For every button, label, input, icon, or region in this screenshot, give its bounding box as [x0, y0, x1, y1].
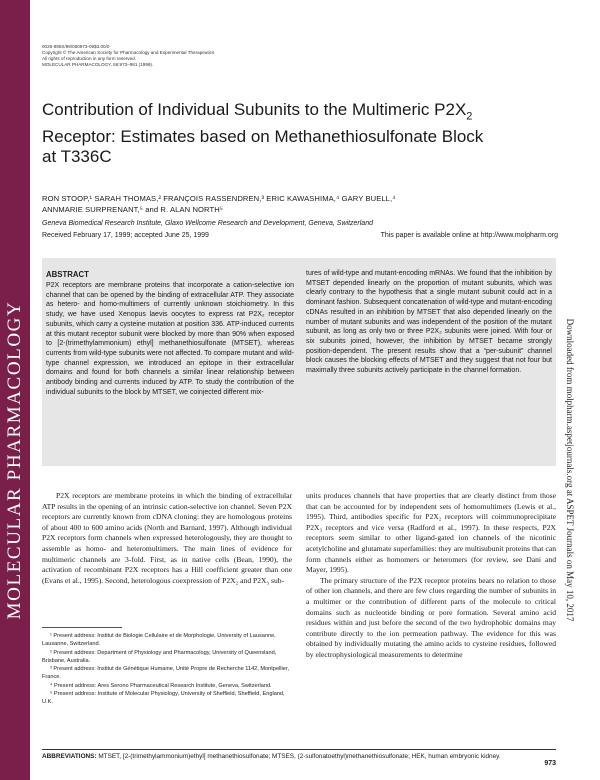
abstract-heading: ABSTRACT [46, 270, 89, 279]
abstract-left-column: P2X receptors are membrane proteins that incorporate a cation-selective ion channel that can be opened by the binding of extracellular ATP. They associate as hetero- and homo-multimers of currently unknown stoichiometry. In this study, we have used Xenopus laevis oocytes to express rat P2X₂ receptor subunits, which carry a cysteine mutation at position 336. ATP-induced currents at this mutant receptor subunit were blocked by more than 90% when exposed to [2-(trimethylammonium) ethyl] methanethiosulfonate (MTSET), whereas currents from wild-type subunits were not affected. To compare mutant and wild-type channel expression, we introduced an epitope in their extracellular domains and found for both channels a similar linear relationship between antibody binding and currents induced by ATP. To study the contribution of the individual subunits to the block by MTSET, we coinjected different mix- [46, 282, 294, 396]
authors-line2: ANNMARIE SURPRENANT,⁵ and R. ALAN NORTH⁵ [42, 204, 224, 214]
meta-citation: MOLECULAR PHARMACOLOGY, 56:973–981 (1999). [42, 62, 154, 67]
abbreviations-text: MTSET, [2-(trimethylammonium)ethyl] methanethiosulfonate; MTSES, (2-sulfonatoethyl)methanethiosulfonate; HEK, human embryonic kidney. [96, 753, 501, 760]
journal-sidebar [0, 0, 30, 780]
authors-line1: RON STOOP,¹ SARAH THOMAS,² FRANÇOIS RASSENDREN,³ ERIC KAWASHIMA,⁴ GARY BUELL,⁴ [42, 194, 396, 203]
body-paragraph: units produces channels that have properties that are clearly distinct from those that can be accounted for by independent sets of homomultimers (Lewis et al., 1995). Third, antibodies specific for P2X₂ receptors will coimmunoprecipitate P2X₃ receptors and vice versa (Radford et al., 1997). In these respects, P2X receptors seem similar to other ligand-gated ion channels of the nicotinic acetylcholine and glutamate superfamilies: they are multisubunit proteins that can form channels either as homomers or heteromers (for review, see Dani and Mayer, 1995). [306, 491, 556, 575]
title-part1: Contribution of Individual Subunits to the Multimeric P2X [42, 100, 467, 119]
title-part2: Receptor: Estimates based on Methanethiosulfonate Block [42, 126, 484, 146]
journal-name: MOLECULAR PHARMACOLOGY [4, 300, 25, 620]
footnote-4: ⁴ Present address: Ares Serono Pharmaceutical Research Institute, Geneva, Switzerland. [50, 682, 272, 689]
body-left-column: P2X receptors are membrane proteins in which the binding of extracellular ATP results in the opening of an intrinsic cation-selective ion channel. Seven P2X receptors are currently known from cDNA cloning: they are homologous proteins of about 400 to 600 amino acids (North and Barnard, 1997). Although individual P2X receptors form channels when expressed heterologously, they are thought to assemble as homo- and heteromultimers. The main lines of evidence for multimeric channels are 3-fold. First, as in native cells (Bean, 1990), the activation of recombinant P2X receptors has a Hill coefficient greater than one (Evans et al., 1995). Second, heterologous coexpression of P2X₂ and P2X₃ sub- [42, 491, 292, 585]
abbreviations-divider [42, 749, 556, 750]
footnote-3: ³ Present address: Institut de Génétique Humaine, Unité Propre de Recherche 1142, Montpellier, France. [42, 666, 290, 681]
meta-copyright: Copyright © The American Society for Pharmacology and Experimental Therapeutics [42, 50, 215, 55]
affiliation: Geneva Biomedical Research Institute, Glaxo Wellcome Research and Development, Geneva, Switzerland [42, 220, 373, 227]
footnote-divider [42, 627, 122, 628]
body-right-column [306, 491, 556, 661]
abbreviations-label: ABBREVIATIONS: [42, 753, 97, 760]
footnotes [42, 632, 292, 707]
article-title [42, 100, 512, 168]
footnote-1: ¹ Present address: Institut de Biologie Cellulaire et de Morphologie, University of Lausanne, Lausanne, Switzerland. [42, 633, 276, 648]
page-number: 973 [544, 760, 556, 767]
author-list [42, 194, 552, 215]
title-part3: at T336C [42, 147, 112, 167]
body-paragraph: The primary structure of the P2X receptor proteins bears no relation to those of other ion channels, and there are few clues regarding the number of subunits in a multimer or the contribution of different parts of the molecule to critical domains such as nucleotide binding or pore formation. Several amino acid residues within and just before the second of the two hydrophobic domains may contribute directly to the ion permeation pathway. The evidence for this was obtained by individually mutating the amino acids to cysteine residues, followed by electrophysiological measurements to determine [306, 575, 556, 659]
meta-issn: 0026-895X/99/050973-09$3.00/0 [42, 44, 110, 49]
meta-rights: All rights of reproduction in any form reserved. [42, 56, 136, 61]
abstract-right-column: tures of wild-type and mutant-encoding mRNAs. We found that the inhibition by MTSET depended linearly on the proportion of mutant subunits, which was clearly contrary to the hypothesis that a single mutant subunit could act in a dominant fashion. Subsequent concatenation of wild-type and mutant-encoding cDNAs resulted in an inhibition by MTSET that also depended linearly on the number of mutant subunits and was independent of the position of the mutant subunit, as long as only two or three P2X₂ subunits were joined. With four or six subunits joined, however, the inhibition by MTSET became strongly position-dependent. The present results show that a “per-subunit” channel block causes the blocking effects of MTSET and they suggest that not four but maximally three subunits actively participate in the channel formation. [306, 270, 552, 375]
title-subscript: 2 [466, 110, 473, 123]
footnote-5: ⁵ Present address: Institute of Molecular Physiology, University of Sheffield, Sheffield, England, U.K. [42, 691, 285, 706]
footnote-2: ² Present address: Department of Physiology and Pharmacology, University of Queensland, Brisbane, Australia. [42, 649, 277, 664]
online-availability: This paper is available online at http://www.molpharm.org [380, 232, 558, 239]
download-note: Downloaded from molpharm.aspetjournals.org at ASPET Journals on May 10, 2017 [565, 318, 575, 622]
abbreviations [42, 752, 556, 762]
publication-meta [42, 44, 214, 68]
received-date: Received February 17, 1999; accepted June 25, 1999 [42, 232, 209, 239]
